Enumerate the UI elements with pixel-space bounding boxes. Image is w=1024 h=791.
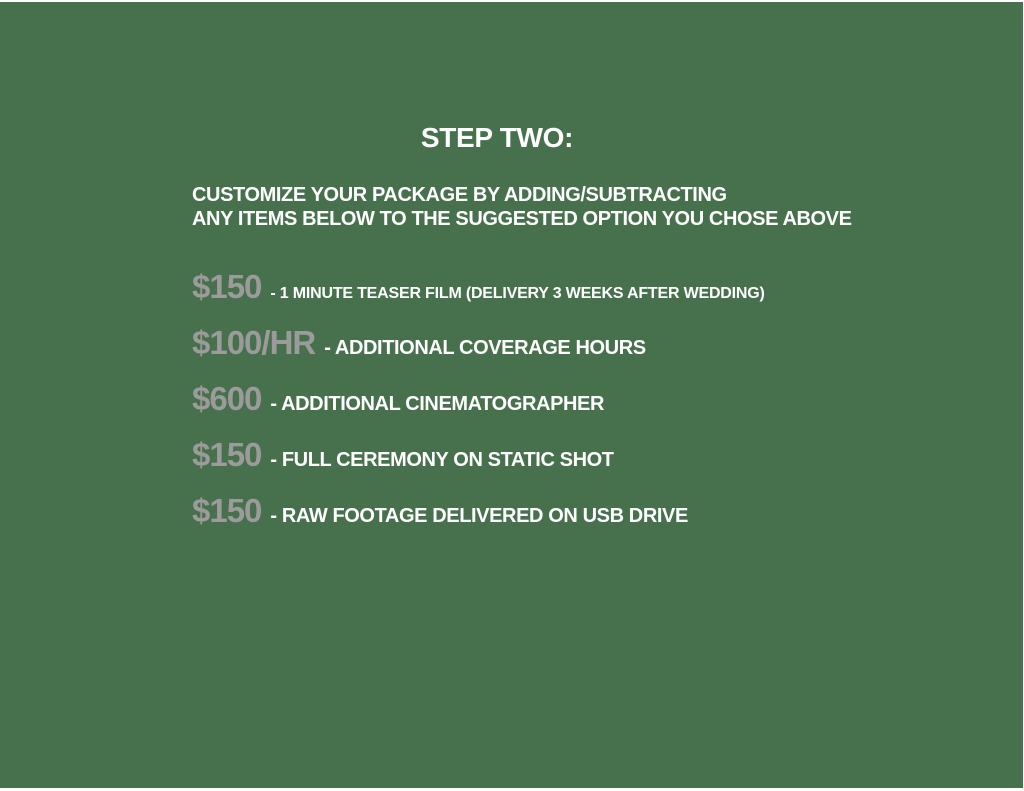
item-price: $600 (192, 380, 262, 417)
item-description: - FULL CEREMONY ON STATIC SHOT (270, 449, 614, 471)
list-item-full-ceremony (192, 438, 932, 472)
item-description: - 1 MINUTE TEASER FILM (DELIVERY 3 WEEKS AFTER WEDDING) (270, 285, 765, 302)
item-description: - ADDITIONAL CINEMATOGRAPHER (270, 393, 605, 415)
intro-line-2: ANY ITEMS BELOW TO THE SUGGESTED OPTION YOU CHOSE ABOVE (192, 208, 852, 230)
list-item-coverage-hours (192, 326, 932, 360)
item-price: $150 (192, 492, 262, 529)
item-description: - ADDITIONAL COVERAGE HOURS (324, 337, 646, 359)
pricing-panel (0, 2, 1023, 788)
item-price: $100/HR (192, 324, 316, 361)
pricing-content (192, 123, 932, 550)
item-description: - RAW FOOTAGE DELIVERED ON USB DRIVE (270, 505, 688, 527)
addon-list (192, 270, 932, 528)
page-title: STEP TWO: (420, 122, 574, 153)
list-item-raw-footage (192, 494, 932, 528)
list-item-cinematographer (192, 382, 932, 416)
intro-line-1: CUSTOMIZE YOUR PACKAGE BY ADDING/SUBTRACTING (192, 184, 727, 206)
item-price: $150 (192, 268, 262, 305)
item-price: $150 (192, 436, 262, 473)
intro-text (192, 183, 932, 231)
list-item-teaser-film (192, 270, 932, 304)
